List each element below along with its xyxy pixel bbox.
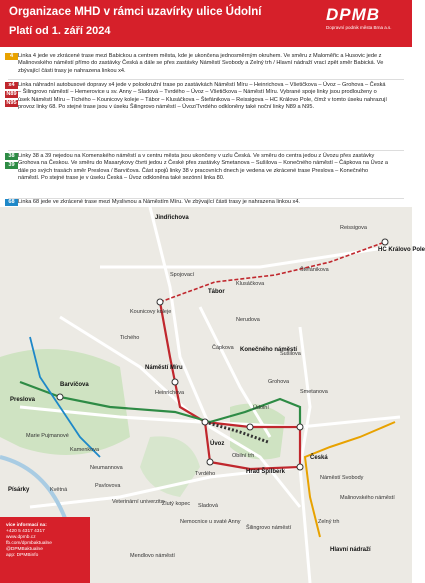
info-row-line-x4 [6, 82, 390, 111]
map-label: Tichého [120, 335, 140, 341]
info-text-38-39: Linky 38 a 39 nejedou na Komenského náměstí a v centru města jsou ukončeny v uzlu Česká. Ve směru do centra jedou z Úvozu přes zastávky Grohova na Českou. Ve směru do Masarykovy čtvrti jedou z České přes zastávky Smetanova – Sušilova – Konečného náměstí – Čápkova na Úvoz a dále po svých trasách směr Preslova / Barvičova. Část spojů linky 38 v pracovních dnech je vedena ve zkrácené trase Preslova – Konečného náměstí. Po stejné trase je v úseku Česká – Úvoz odkloněna také sezónní linka 80. [18, 153, 388, 181]
map-label: Pavlovova [95, 483, 121, 489]
park-spilberk [230, 404, 285, 460]
map-label: Šilingrovo náměstí [246, 525, 292, 531]
logo-subtitle: Dopravní podnik města Brna a.s. [326, 25, 392, 30]
map-label: Údolní [253, 405, 269, 411]
line-badge-4: 4 [5, 53, 18, 60]
map-label: Mendlovo náměstí [130, 553, 175, 559]
divider [8, 150, 404, 151]
contact-web[interactable]: www.dpmb.cz [6, 535, 36, 540]
line-badge-38: 38 [5, 153, 18, 160]
map-label: Nemocnice u svaté Anny [180, 519, 241, 525]
map-label: Kounicovy koleje [130, 309, 172, 315]
map-label: Náměstí Svobody [320, 475, 364, 481]
map-label: Barvičova [60, 382, 89, 388]
map-label: Veterinární univerzita [112, 499, 164, 505]
line-badge-n95: N95 [6, 100, 17, 106]
map-label: Neumannova [90, 465, 123, 471]
map-label: Smetanova [300, 389, 328, 395]
map-label: Nerudova [236, 317, 260, 323]
contact-twitter[interactable]: @DPMBaktualne [6, 547, 43, 552]
park-area [140, 436, 200, 497]
map-label: Žlutý kopec [162, 501, 191, 507]
info-text-4: Linka 4 jede ve zkrácené trase mezi Babickou a centrem města, kde je ukončena jednosměrným okruhem. Ve směru z Maloměřic a Husovic jede z Malinovského náměstí přímo do zastávky Česká a dále se přes zastávky Náměstí Svobody a Zelný trh / Hlavní nádraží vrací zpět směr Babická. Ve zbývající části trasy je nahrazena linkou x4. [18, 53, 384, 74]
map-label: Obilní trh [232, 453, 255, 459]
map-label: Sušilova [280, 351, 301, 357]
map-label: Hrad Špilberk [246, 469, 286, 475]
map-label: Tvrdého [195, 471, 216, 477]
map-label: Náměstí Míru [145, 365, 183, 371]
line-badge-68: 68 [5, 199, 18, 206]
map-label: Malinovského náměstí [340, 495, 395, 501]
map-label: Grohova [268, 379, 290, 385]
map-label: Spojovací [170, 272, 195, 278]
map-label: Marie Pujmanové [26, 433, 69, 439]
info-row-line-4 [9, 53, 390, 75]
info-row-line-68 [8, 199, 390, 206]
map-label: Kamenkova [70, 447, 100, 453]
map-label: Česká [310, 455, 328, 461]
contact-facebook[interactable]: fb.com/dpmbaktualne [6, 541, 52, 546]
contact-title: více informací na: [6, 523, 47, 528]
contact-app: app: DPMBinfo [6, 553, 39, 558]
info-row-line-38-39 [8, 153, 390, 182]
map-label: Zelný trh [318, 519, 340, 525]
map-label: Heinrichova [155, 390, 185, 396]
map-label: Reissigova [340, 225, 367, 231]
map-label: Písárky [8, 487, 30, 493]
header-banner [0, 0, 412, 47]
map-label: HC Královo Pole [378, 247, 425, 253]
info-text-68: Linka 68 jede ve zkrácené trase mezi Myslivnou a Náměstím Míru. Ve zbývající části trasy je nahrazena linkou x4. [18, 199, 300, 205]
map-label: Preslova [10, 397, 36, 403]
map-label: Štefánikova [300, 267, 329, 273]
info-text-x4: Linka náhradní autobusové dopravy x4 jede v polookružní trase po zastávkách Náměstí Míru – Heinrichova – Všetičkova – Úvoz – Grohova – Česká – Šilingrovo náměstí – Hemerovice u sv. Anny – Sladová – Tvrdého – Úvoz – Všetičkova – Náměstí Míru. Vybrané spoje linky jsou prodlouženy o úsek Náměstí Míru – Tichého – Kounicovy koleje – Tábor – Klusáčkova – Štefánikova – Reissigova – HC Královo Pole, čímž v tomto úseku nahrazují provoz linky 68. Po stejné trase jsou v úseku Šilingrovo náměstí – Úvoz/Tvrdého odkloněny také noční linky N89 a N95. [18, 82, 387, 110]
line-badge-x4: x4 [5, 82, 18, 89]
contact-phone: +420 5 4317 4317 [6, 529, 45, 534]
map-label: Jindřichova [155, 215, 189, 221]
map-label: Čápkova [212, 345, 234, 351]
page-title: Organizace MHD v rámci uzavírky ulice Údolní [9, 6, 262, 18]
map-label: Úvoz [210, 441, 225, 447]
map-label: Sladová [198, 503, 218, 509]
map-label: Klusáčkova [236, 281, 265, 287]
map-label: Hlavní nádraží [330, 547, 371, 553]
page-subtitle: Platí od 1. září 2024 [9, 25, 111, 37]
map-label: Tábor [208, 289, 225, 295]
contact-info [6, 523, 86, 559]
info-panel [0, 47, 412, 207]
line-badge-n89: N89 [6, 91, 17, 97]
divider [8, 79, 404, 80]
line-badge-39: 39 [5, 162, 18, 169]
dpmb-logo [326, 5, 402, 35]
map-label: Konečného náměstí [240, 347, 298, 353]
map-label: Květná [50, 487, 68, 493]
logo-mark: DPMB [326, 5, 381, 24]
